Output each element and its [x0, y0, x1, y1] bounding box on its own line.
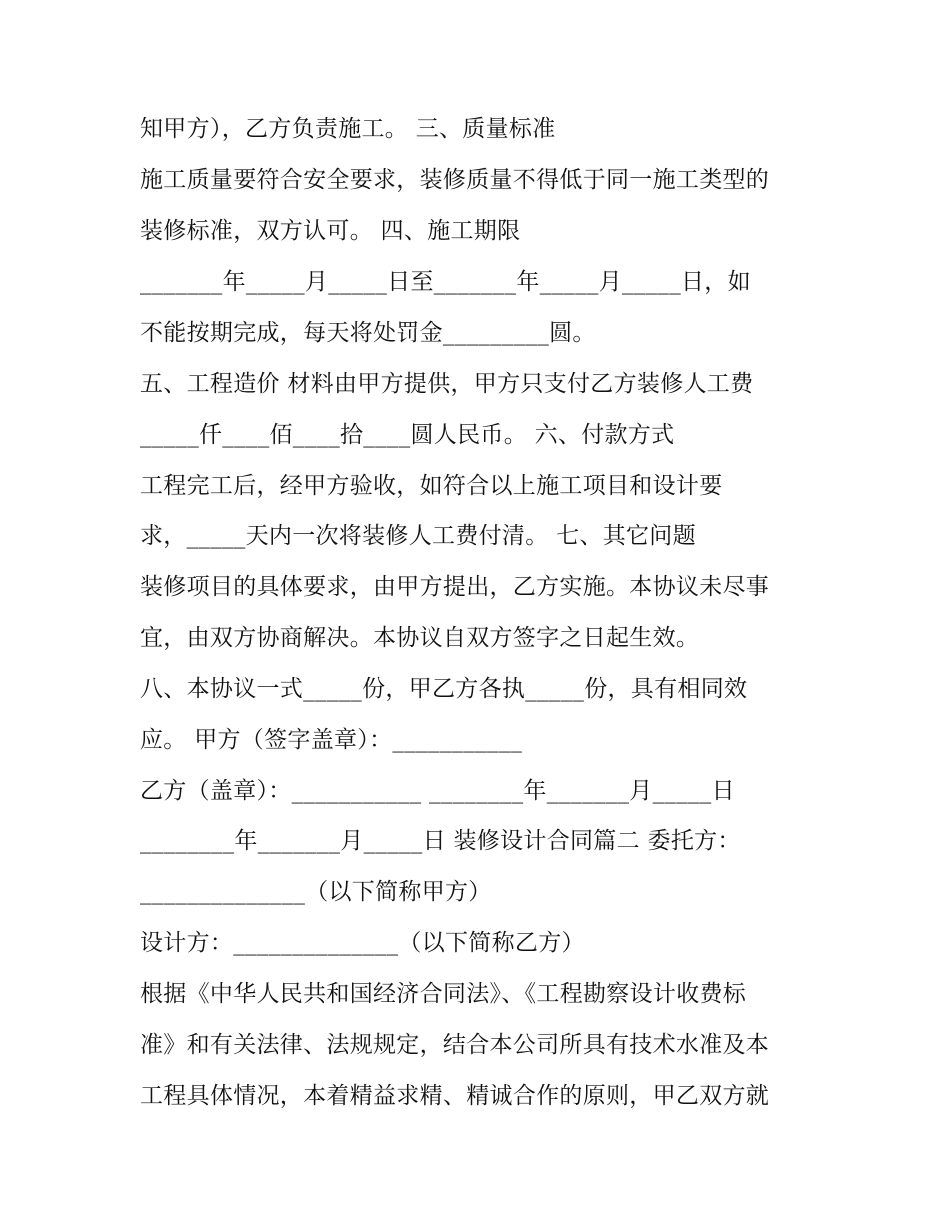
text-line: 工程完工后，经甲方验收，如符合以上施工项目和设计要 — [140, 473, 723, 499]
text-line: _____仟____佰____拾____圆人民币。 六、付款方式 — [140, 422, 675, 448]
text-line: 施工质量要符合安全要求，装修质量不得低于同一施工类型的 — [140, 167, 770, 193]
text-line: ______________（以下简称甲方） — [140, 879, 492, 905]
text-line: 不能按期完成，每天将处罚金_________圆。 — [140, 320, 596, 346]
text-line: 装修标准，双方认可。 四、施工期限 — [140, 218, 521, 244]
text-line: 乙方（盖章）：___________ ________年_______月_____日 — [140, 778, 735, 804]
text-line: 宜，由双方协商解决。本协议自双方签字之日起生效。 — [140, 625, 700, 651]
text-line: _______年_____月_____日至_______年_____月_____日，如 — [140, 269, 751, 295]
text-line: 应。 甲方（签字盖章）：___________ — [140, 727, 523, 753]
text-line: 设计方：______________（以下简称乙方） — [140, 930, 585, 956]
text-line: 装修项目的具体要求，由甲方提出，乙方实施。本协议未尽事 — [140, 574, 770, 600]
text-line: 五、工程造价 材料由甲方提供，甲方只支付乙方装修人工费 — [140, 371, 754, 397]
text-line: 准》和有关法律、法规规定，结合本公司所具有技术水准及本 — [140, 1032, 770, 1058]
text-line: 求，_____天内一次将装修人工费付清。 七、其它问题 — [140, 523, 696, 549]
text-line: ________年_______月_____日 装修设计合同篇二 委托方： — [140, 828, 741, 854]
text-line: 八、本协议一式_____份，甲乙方各执_____份，具有相同效 — [140, 676, 748, 702]
text-line: 根据《中华人民共和国经济合同法》、《工程勘察设计收费标 — [140, 981, 747, 1007]
text-line: 工程具体情况，本着精益求精、精诚合作的原则，甲乙双方就 — [140, 1083, 770, 1109]
text-line: 知甲方），乙方负责施工。 三、质量标准 — [140, 116, 556, 142]
